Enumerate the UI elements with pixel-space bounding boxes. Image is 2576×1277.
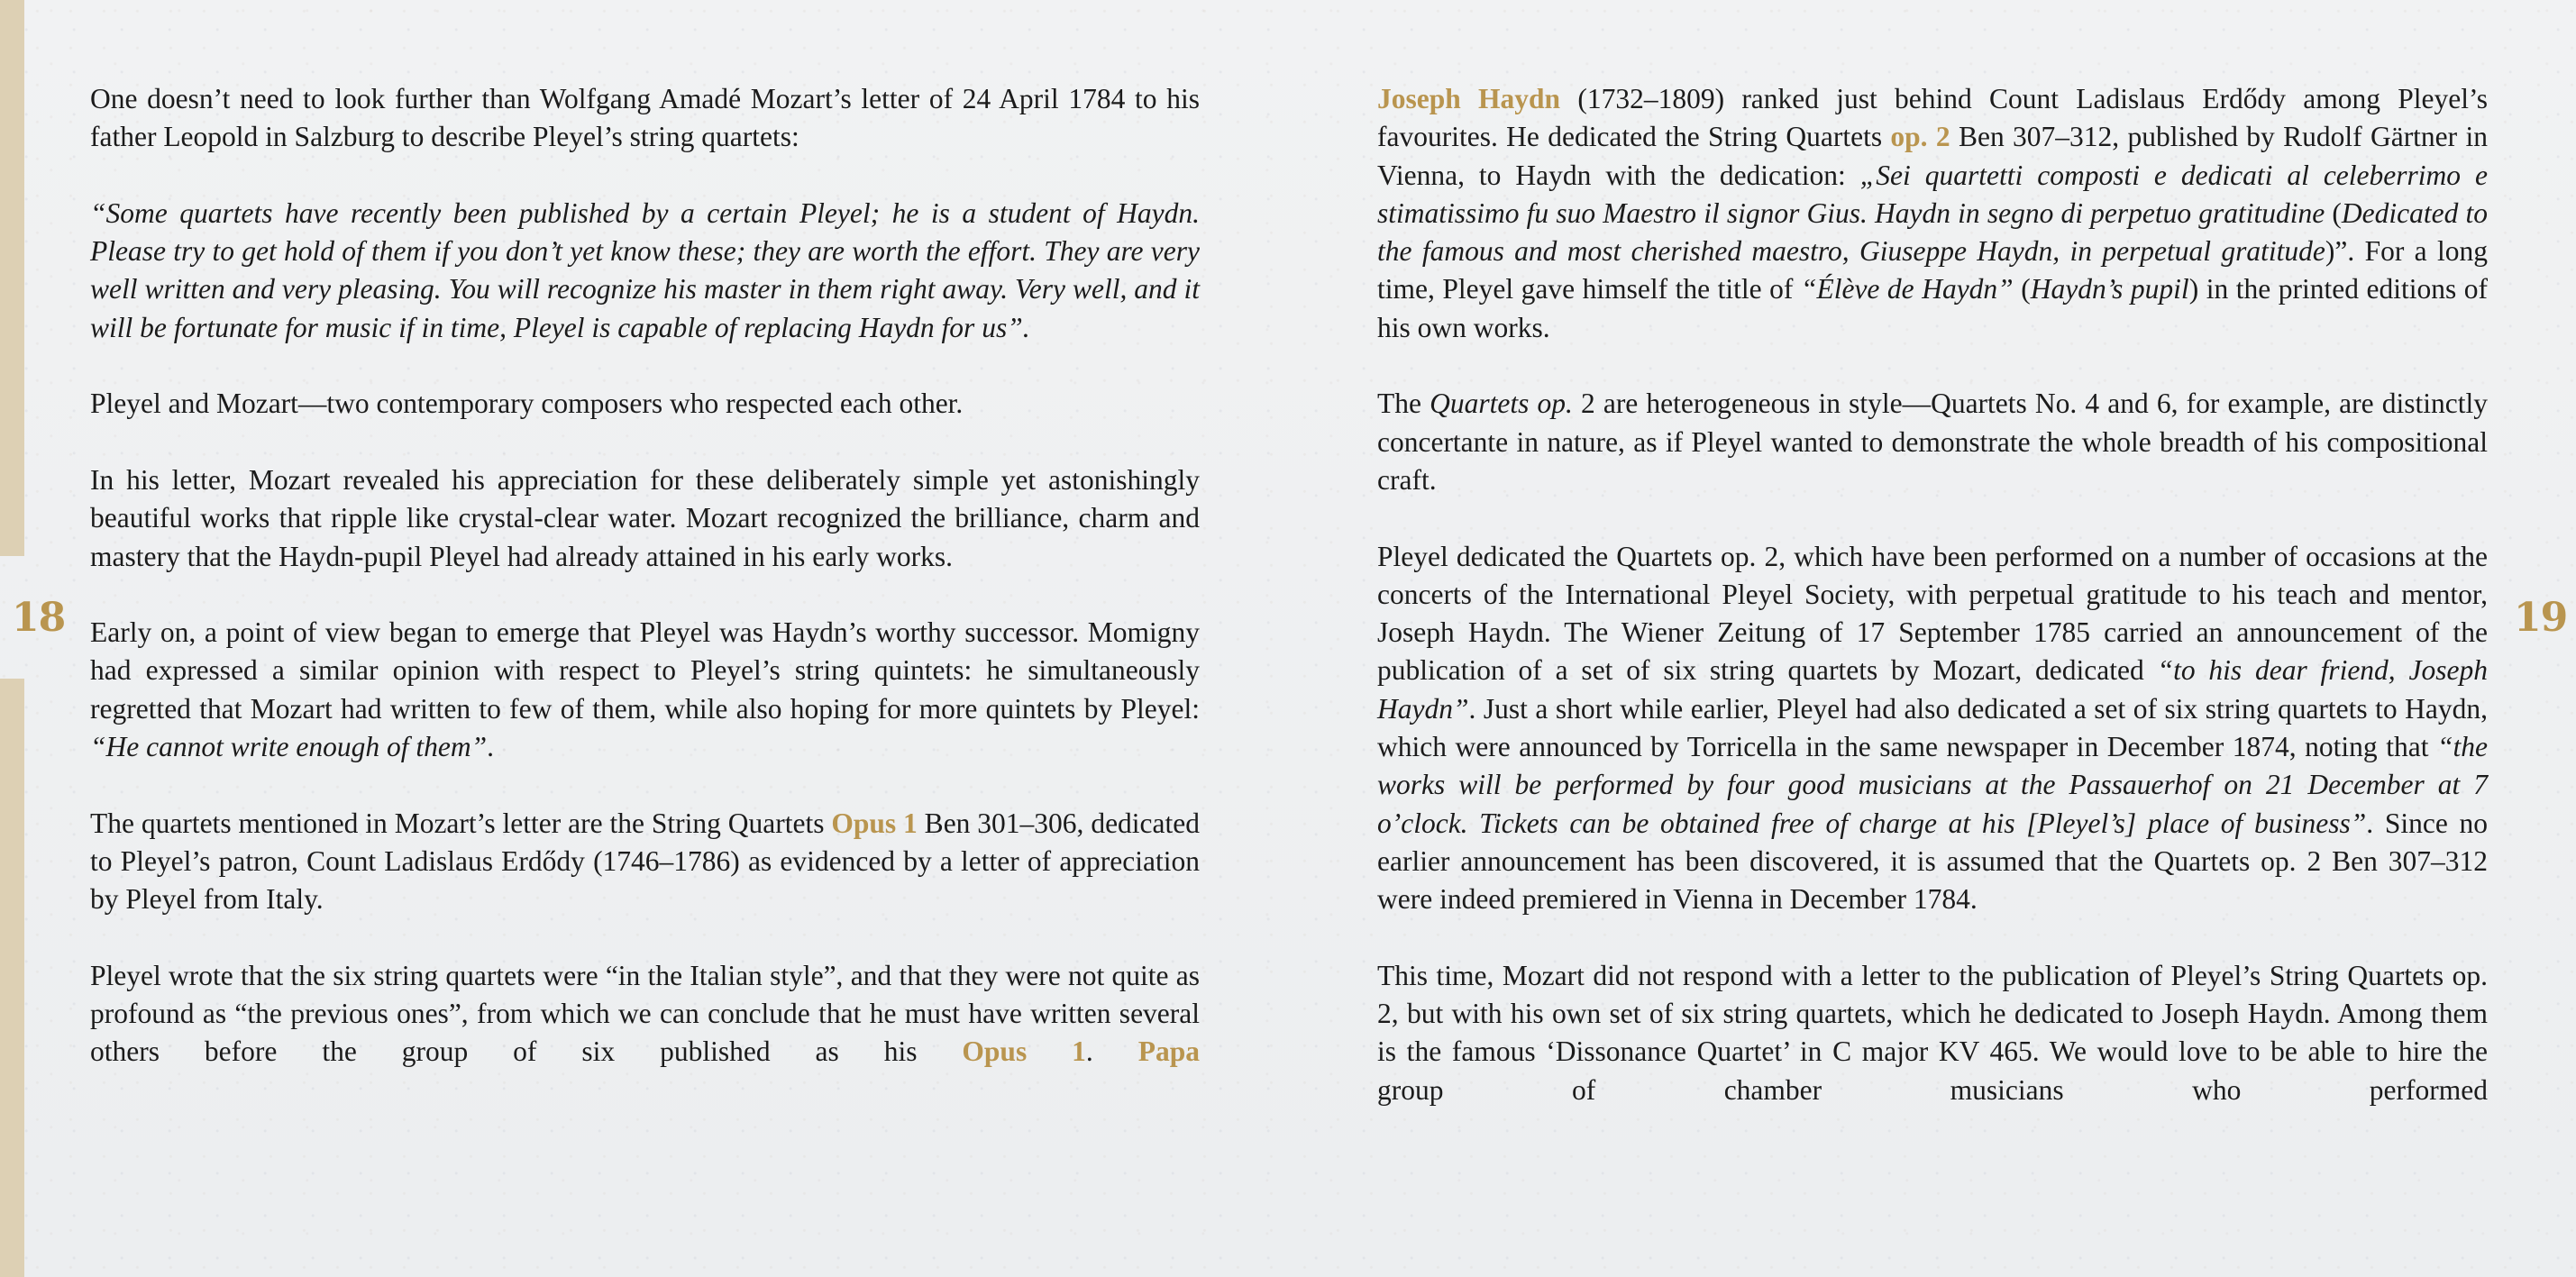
paragraph-opus1 xyxy=(90,805,1200,919)
dedication-translation: Dedicated to the famous and most cherished maestro, Giuseppe Haydn, in perpetual gratitude xyxy=(1377,196,2488,268)
op2-text-a: The xyxy=(1377,388,1430,420)
paragraph-haydn xyxy=(1377,80,2488,347)
opus1-highlight-2: Opus 1 xyxy=(962,1035,1086,1068)
paragraph-contemporaries: Pleyel and Mozart—two contemporary composers who respected each other. xyxy=(90,388,964,420)
papa-highlight: Papa xyxy=(1137,1035,1200,1068)
margin-bar-top xyxy=(0,0,24,556)
paragraph-successor xyxy=(90,614,1200,766)
page-number-left: 18 xyxy=(12,595,66,641)
italian-style-mid: . xyxy=(1085,1035,1138,1068)
eleve-title: “Élève de Haydn” xyxy=(1800,273,2014,306)
paragraph-italian-style xyxy=(90,957,1200,1072)
op2-highlight: op. 2 xyxy=(1890,121,1950,153)
dear-friend-quote: “to his dear friend, Joseph Haydn” xyxy=(1377,654,2488,725)
history-text-b: . Just a short while earlier, Pleyel had also dedicated a set of six string quartets to Haydn, which were announced by Torricella in the same newspaper in December 1874, noting that xyxy=(1377,692,2488,763)
successor-end: . xyxy=(487,731,494,763)
haydn-text-a: (1732–1809) ranked just behind Count Ladislaus Erdődy among Pleyel’s favourites. He dedicated the String Quartets xyxy=(1377,83,2488,153)
haydn-text-b: Ben 307–312, published by Rudolf Gärtner in Vienna, to Haydn with the dedication: xyxy=(1377,121,2488,191)
opus1-text-b: Ben 301–306, dedicated to Pleyel’s patron, Count Ladislaus Erdődy (1746–1786) as evidenced by a letter of appreciation by Pleyel from Italy. xyxy=(90,807,1200,916)
haydn-pupil: Haydn’s pupil xyxy=(2030,273,2189,306)
joseph-haydn-highlight: Joseph Haydn xyxy=(1377,83,1561,114)
margin-bar-bottom xyxy=(0,679,24,1277)
paragraph-intro: One doesn’t need to look further than Wolfgang Amadé Mozart’s letter of 24 April 1784 to his father Leopold in Salzburg to describe Pleyel’s string quartets: xyxy=(90,83,1200,153)
paragraph-dedication-history xyxy=(1377,538,2488,919)
quartets-op-italic: Quartets op. xyxy=(1430,388,1573,420)
haydn-text-d: ( xyxy=(2013,273,2031,306)
op2-text-b: 2 are heterogeneous in style—Quartets No. 4 and 6, for example, are distinctly concertante in nature, as if Pleyel wanted to demonstrate the whole breadth of his compositional craft. xyxy=(1377,388,2488,496)
right-page-column xyxy=(1377,80,2488,1109)
history-text-c: . Since no earlier announcement has been discovered, it is assumed that the Quartets op. 2 Ben 307–312 were indeed premiered in Vienna in December 1784. xyxy=(1377,807,2489,916)
left-page-column xyxy=(90,80,1200,1072)
paragraph-op2-style xyxy=(1377,385,2488,499)
paragraph-mozart-response: This time, Mozart did not respond with a letter to the publication of Pleyel’s String Quartets op. 2, but with his own set of six string quartets, which he dedicated to Joseph Haydn. Among them is the famous ‘Dissonance Quartet’ in C major KV 465. We would love to be able to hire the group of chamber musicians who performed xyxy=(1377,959,2488,1106)
history-text-a: Pleyel dedicated the Quartets op. 2, which have been performed on a number of occasions at the concerts of the International Pleyel Society, with perpetual gratitude to his teach and mentor, Joseph Haydn. The Wiener Zeitung of 17 September 1785 carried an announcement of the publication of a set of six string quartets by Mozart, dedicated xyxy=(1377,540,2488,687)
haydn-text-e: ) in the printed editions of his own works. xyxy=(1377,273,2489,343)
paren-open: ( xyxy=(2332,196,2342,229)
successor-text: Early on, a point of view began to emerge that Pleyel was Haydn’s worthy successor. Momigny had expressed a similar opinion with respect to Pleyel’s string quintets: he simultaneously regretted that Mozart had written to few of them, while also hoping for more quintets by Pleyel: xyxy=(90,616,1200,725)
haydn-text-c: )”. For a long time, Pleyel gave himself the title of xyxy=(1377,235,2489,306)
paragraph-mozart-quote: “Some quartets have recently been published by a certain Pleyel; he is a student of Haydn. Please try to get hold of them if you don’t yet know these; they are worth the effort. They are very well written and very pleasing. You will recognize his master in them right away. Very well, and it will be fortunate for music if in time, Pleyel is capable of replacing Haydn for us”. xyxy=(90,196,1200,343)
opus1-highlight: Opus 1 xyxy=(831,807,918,839)
opus1-text-a: The quartets mentioned in Mozart’s letter are the String Quartets xyxy=(90,807,832,839)
momigny-quote: “He cannot write enough of them” xyxy=(90,731,488,763)
paragraph-appreciation: In his letter, Mozart revealed his appreciation for these deliberately simple yet astonishingly beautiful works that ripple like crystal-clear water. Mozart recognized the brilliance, charm and mastery that the Haydn-pupil Pleyel had already attained in his early works. xyxy=(90,463,1200,572)
italian-style-text: Pleyel wrote that the six string quartets were “in the Italian style”, and that they were not quite as profound as “the previous ones”, from which we can conclude that he must have written several others before the group of six published as his xyxy=(90,959,1200,1068)
page-number-right: 19 xyxy=(2514,595,2568,641)
torricella-quote: “the works will be performed by four good musicians at the Passauerhof on 21 December at 7 o’clock. Tickets can be obtained free of charge at his [Pleyel’s] place of business” xyxy=(1377,731,2488,839)
italian-dedication: „Sei quartetti composti e dedicati al celeberrimo e stimatissimo fu suo Maestro il signor Gius. Haydn in segno di perpetuo gratitudine xyxy=(1377,159,2488,229)
